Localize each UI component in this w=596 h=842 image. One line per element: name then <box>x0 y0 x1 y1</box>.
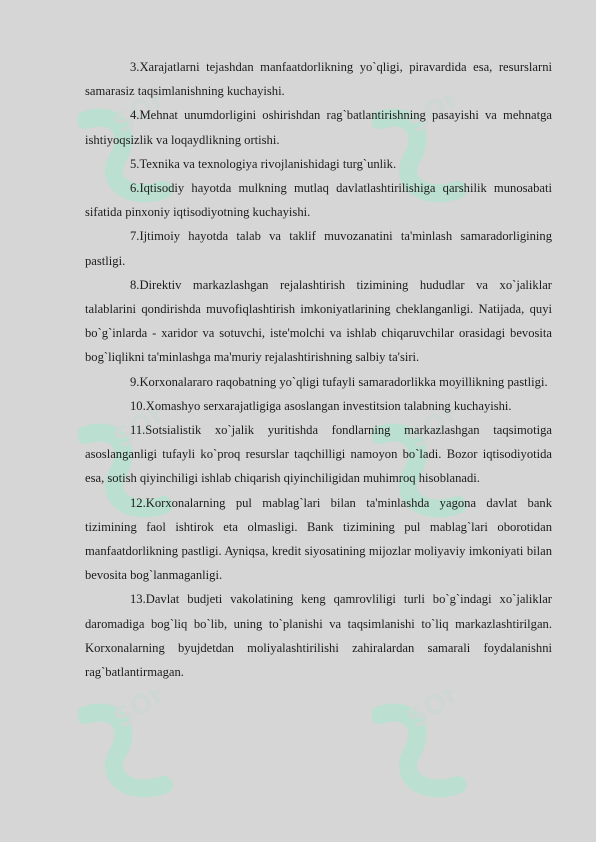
list-item: 3.Xarajatlarni tejashdan manfaatdorlikning yo`qligi, piravardida esa, resurslarni samarasiz taqsimlanishning kuchayishi. <box>85 60 552 99</box>
list-item: 5.Texnika va texnologiya rivojlanishidagi turg`unlik. <box>130 156 397 171</box>
svg-text:SOFT: SOFT <box>108 690 178 735</box>
list-item: 4.Mehnat unumdorligini oshirishdan rag`batlantirishning pasayishi va mehnatga ishtiyoqsizlik va loqaydlikning ortishi. <box>85 108 552 147</box>
document-body <box>85 55 552 684</box>
svg-text:SOFT: SOFT <box>402 95 472 140</box>
svg-text:SOFT: SOFT <box>402 410 472 455</box>
list-item: 11.Sotsialistik xo`jalik yuritishda fondlarning markazlashgan taqsimotiga asoslanganligi tufayli ko`proq resurslar taqchilligi namoyon bo`ladi. Bozor iqtisodiyotida esa, sotish qiyinchiligi ishlab chiqarish qiyinchiligidan muhimroq hisoblanadi. <box>85 423 552 486</box>
list-item: 8.Direktiv markazlashgan rejalashtirish tizimining hududlar va xo`jaliklar talablarini qondirishda muvofiqlashtirish imkoniyatlarining cheklanganligi. Natijada, quyi bo`g`inlarda - xaridor va sotuvchi, iste'molchi va ishlab chiqaruvchilar orasidagi bevosita bog`liqlikni ta'minlashga ma'muriy rejalashtirishning salbiy ta'siri. <box>85 277 552 365</box>
list-item: 10.Xomashyo serxarajatligiga asoslangan investitsion talabning kuchayishi. <box>130 398 512 413</box>
list-item: 6.Iqtisodiy hayotda mulkning mutlaq davlatlashtirilishiga qarshilik munosabati sifatida pinxoniy iqtisodiyotning kuchayishi. <box>85 181 552 220</box>
list-item: 12.Korxonalarning pul mablag`lari bilan ta'minlashda yagona davlat bank tizimining faol ishtirok eta olmasligi. Bank tizimining pul mablag`lari oborotidan manfaatdorlikning pastligi. Ayniqsa, kredit siyosatining mijozlar moliyaviy imkoniyati bilan bevosita bog`lanmaganligi. <box>85 495 552 583</box>
list-item: 7.Ijtimoiy hayotda talab va taklif muvozanatini ta'minlash samaradorligining pastligi. <box>85 229 552 268</box>
watermark-logo-icon <box>78 690 178 820</box>
svg-text:SOFT: SOFT <box>108 95 178 140</box>
list-item: 13.Davlat budjeti vakolatining keng qamrovliligi turli bo`g`indagi xo`jaliklar daromadiga bog`liq bo`lib, uning to`planishi va taqsimlanishi to`liq markazlashtirilgan. Korxonalarning byujdetdan moliyalashtirilishi zahiralardan samarali foydalanishni rag`batlantirmagan. <box>85 592 552 680</box>
svg-text:SOFT: SOFT <box>402 690 472 735</box>
list-item: 9.Korxonalararo raqobatning yo`qligi tufayli samaradorlikka moyillikning pastligi. <box>130 374 548 389</box>
watermark-logo-icon <box>372 690 472 820</box>
svg-text:SOFT: SOFT <box>108 410 178 455</box>
